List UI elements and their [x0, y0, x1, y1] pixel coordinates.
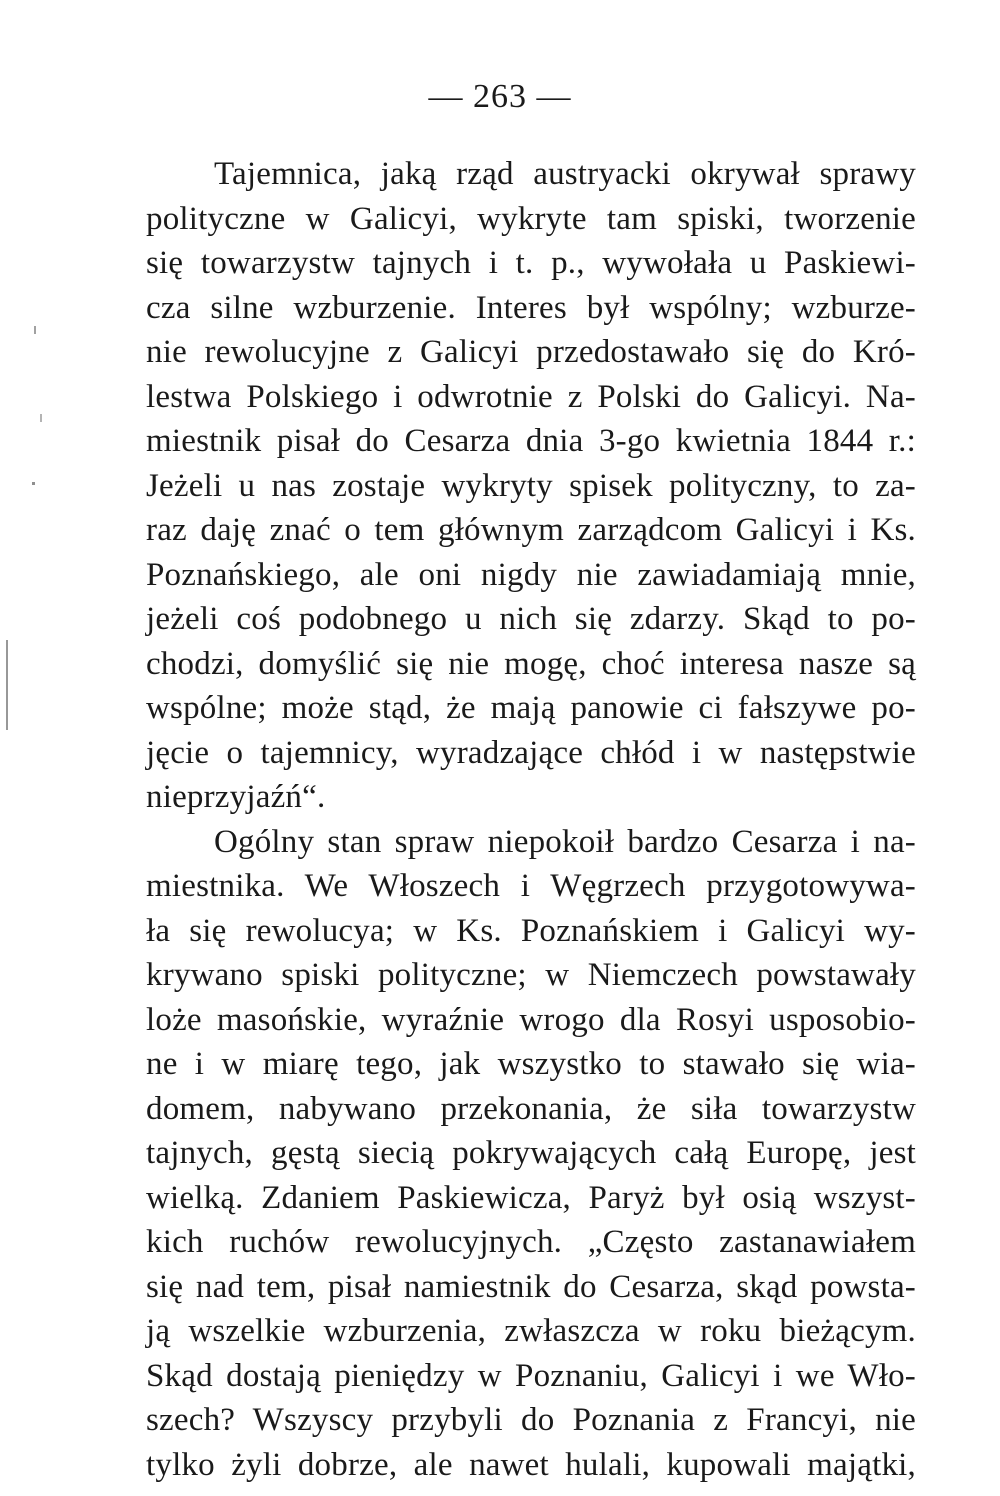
text-line: Jeżeli u nas zostaje wykryty spisek polityczny, to za- [146, 467, 916, 504]
text-line: krywano spiski polityczne; w Niemczech powstawały [146, 957, 916, 993]
text-line: miestnika. We Włoszech i Węgrzech przygotowywa- [146, 868, 916, 904]
text-line: chodzi, domyślić się nie mogę, choć interesa nasze są [146, 645, 916, 682]
text-line: lestwa Polskiego i odwrotnie z Polski do Galicyi. Na- [146, 378, 916, 415]
text-line: szech? Wszyscy przybyli do Poznania z Francyi, nie [146, 1402, 916, 1438]
scan-mark [40, 414, 42, 422]
text-line: raz daję znać o tem głównym zarządcom Galicyi i Ks. [146, 512, 916, 548]
text-line: cza silne wzburzenie. Interes był wspólny; wzburze- [146, 289, 916, 326]
text-line: kich ruchów rewolucyjnych. „Często zastanawiałem [146, 1224, 916, 1260]
text-line: ją wszelkie wzburzenia, zwłaszcza w roku bieżącym. [146, 1313, 916, 1349]
text-line: domem, nabywano przekonania, że siła towarzystw [146, 1090, 916, 1127]
text-line: wielką. Zdaniem Paskiewicza, Paryż był osią wszyst- [146, 1179, 916, 1216]
page-number: — 263 — [428, 78, 572, 115]
text-line: tylko żyli dobrze, ale nawet hulali, kupowali majątki, [146, 1446, 916, 1483]
text-line: polityczne w Galicyi, wykryte tam spiski, tworzenie [146, 200, 916, 237]
text-line: się nad tem, pisał namiestnik do Cesarza, skąd powsta- [146, 1268, 916, 1305]
text-line: Tajemnica, jaką rząd austryacki okrywał sprawy [214, 156, 916, 192]
text-line: Ogólny stan spraw niepokoił bardzo Cesarza i na- [214, 823, 916, 860]
text-line: miestnik pisał do Cesarza dnia 3-go kwietnia 1844 r.: [146, 423, 916, 459]
text-line: się towarzystw tajnych i t. p., wywołała u Paskiewi- [146, 245, 916, 281]
scan-mark [34, 326, 36, 334]
text-line: loże masońskie, wyraźnie wrogo dla Rosyi usposobio- [146, 1001, 916, 1038]
text-line: jeżeli coś podobnego u nich się zdarzy. Skąd to po- [146, 601, 916, 637]
body-text [146, 152, 916, 1487]
text-line: jęcie o tajemnicy, wyradzające chłód i w następstwie [146, 734, 916, 771]
scan-mark [32, 482, 35, 485]
scan-mark [6, 640, 8, 730]
text-line: tajnych, gęstą siecią pokrywających całą Europę, jest [146, 1135, 916, 1171]
text-line: ne i w miarę tego, jak wszystko to stawało się wia- [146, 1046, 916, 1082]
text-line: nieprzyjaźń“. [146, 779, 326, 815]
text-line: Skąd dostają pieniędzy w Poznaniu, Galicyi i we Wło- [146, 1357, 916, 1394]
text-line: ła się rewolucya; w Ks. Poznańskiem i Galicyi wy- [146, 912, 916, 949]
text-line: Poznańskiego, ale oni nigdy nie zawiadamiają mnie, [146, 556, 916, 593]
text-line: wspólne; może stąd, że mają panowie ci fałszywe po- [146, 690, 916, 726]
text-line: nie rewolucyjne z Galicyi przedostawało się do Kró- [146, 334, 916, 370]
